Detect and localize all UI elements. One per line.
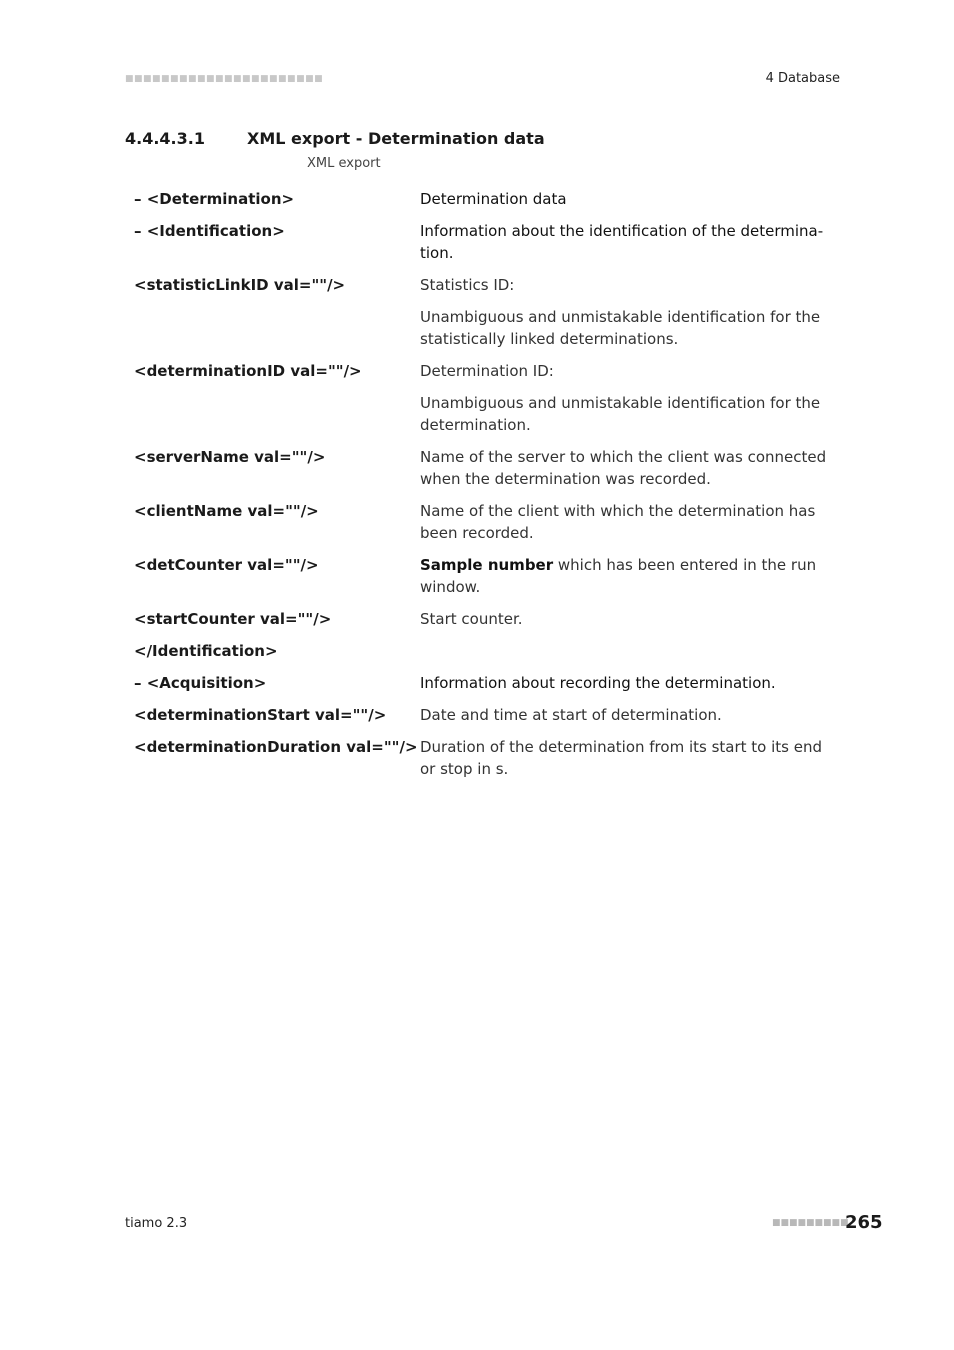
tag-description-text: which has been entered in the run window. — [420, 556, 817, 596]
running-header-chapter: 4 Database — [765, 71, 840, 86]
definition-row — [134, 360, 834, 382]
tag-description: Determination data — [420, 190, 567, 208]
definition-row — [134, 704, 834, 726]
footer-product-name: tiamo 2.3 — [125, 1216, 188, 1231]
definition-row — [134, 640, 834, 662]
tag-description: Date and time at start of determination. — [420, 706, 722, 724]
xml-tag — [134, 392, 420, 436]
definition-list — [134, 188, 834, 790]
definition-row — [134, 500, 834, 544]
definition-row — [134, 672, 834, 694]
tag-description: Unambiguous and unmistakable identification for the determination. — [420, 394, 821, 434]
ui-term-bold: Sample number — [420, 556, 554, 574]
definition-row — [134, 736, 834, 780]
xml-tag: – <Acquisition> — [134, 674, 267, 692]
xml-tag: <determinationDuration val=""/> — [134, 738, 418, 756]
section-title: XML export - Determination data — [247, 129, 545, 148]
tag-description: Start counter. — [420, 610, 523, 628]
definition-row — [134, 554, 834, 598]
xml-tag: <serverName val=""/> — [134, 448, 326, 466]
tag-description: Statistics ID: — [420, 276, 515, 294]
definition-row — [134, 608, 834, 630]
tag-description: Unambiguous and unmistakable identification for the statistically linked determinations. — [420, 308, 821, 348]
xml-tag: <determinationStart val=""/> — [134, 706, 387, 724]
footer-decoration: ■■■■■■■■■ — [772, 1218, 849, 1228]
tag-description: Name of the client with which the determination has been recorded. — [420, 502, 816, 542]
definition-row — [134, 446, 834, 490]
tag-description: Information about recording the determination. — [420, 674, 776, 692]
section-subtitle: XML export — [307, 156, 381, 171]
xml-tag: – <Determination> — [134, 190, 295, 208]
tag-description — [420, 640, 834, 662]
xml-tag — [134, 306, 420, 350]
section-number: 4.4.4.3.1 — [125, 129, 205, 148]
xml-tag: <determinationID val=""/> — [134, 362, 362, 380]
tag-description: Information about the identification of the determina-tion. — [420, 222, 824, 262]
definition-row — [134, 188, 834, 210]
page-number: 265 — [845, 1212, 883, 1233]
definition-row — [134, 220, 834, 264]
tag-description: Name of the server to which the client was connected when the determination was recorded. — [420, 448, 827, 488]
xml-tag: </Identification> — [134, 642, 278, 660]
definition-row — [134, 392, 834, 436]
xml-tag: <statisticLinkID val=""/> — [134, 276, 346, 294]
tag-description: Duration of the determination from its start to its end or stop in s. — [420, 738, 822, 778]
xml-tag: <startCounter val=""/> — [134, 610, 332, 628]
xml-tag: <clientName val=""/> — [134, 502, 319, 520]
xml-tag: <detCounter val=""/> — [134, 556, 319, 574]
definition-row — [134, 306, 834, 350]
xml-tag: – <Identification> — [134, 222, 285, 240]
header-decoration: ■■■■■■■■■■■■■■■■■■■■■■ — [125, 74, 324, 84]
definition-row — [134, 274, 834, 296]
tag-description: Determination ID: — [420, 362, 554, 380]
tag-description — [420, 554, 834, 598]
